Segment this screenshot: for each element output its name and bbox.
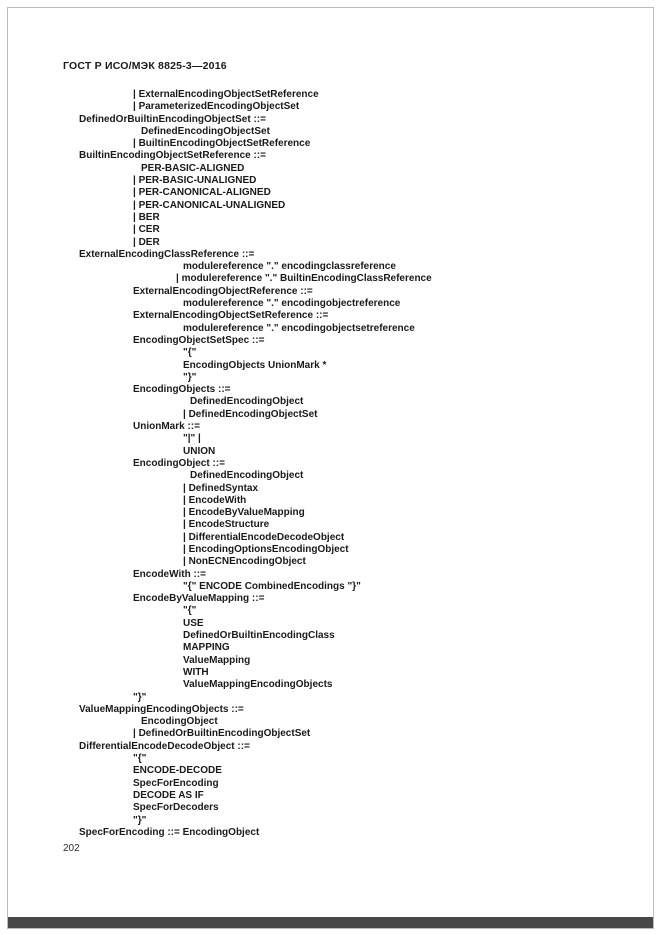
grammar-line xyxy=(63,753,631,765)
line-text: ExternalEncodingObjectReference ::= xyxy=(133,285,313,297)
grammar-line xyxy=(63,679,631,691)
grammar-line xyxy=(63,827,631,839)
line-text: "{" xyxy=(183,605,197,617)
line-text: UNION xyxy=(183,445,216,457)
line-text: | BuiltinEncodingObjectSetReference xyxy=(133,138,311,150)
grammar-line xyxy=(63,138,631,150)
grammar-line xyxy=(63,261,631,273)
grammar-line xyxy=(63,126,631,138)
grammar-line xyxy=(63,114,631,126)
line-text: ValueMappingEncodingObjects ::= xyxy=(79,703,244,715)
grammar-line xyxy=(63,150,631,162)
grammar-line xyxy=(63,581,631,593)
line-text: modulereference "." encodingobjectreference xyxy=(183,298,401,310)
grammar-line xyxy=(63,212,631,224)
line-text: | EncodeStructure xyxy=(183,519,270,531)
grammar-line xyxy=(63,532,631,544)
line-text: | modulereference "." BuiltinEncodingClassReference xyxy=(176,273,432,285)
line-text: | EncodeWith xyxy=(183,494,247,506)
grammar-line xyxy=(63,495,631,507)
line-text: EncodingObjects UnionMark * xyxy=(183,359,327,371)
grammar-line xyxy=(63,605,631,617)
line-text: | DifferentialEncodeDecodeObject xyxy=(183,531,345,543)
line-text: | EncodeByValueMapping xyxy=(183,507,305,519)
line-text: DefinedOrBuiltinEncodingObjectSet ::= xyxy=(79,113,266,125)
grammar-line xyxy=(63,200,631,212)
grammar-line xyxy=(63,802,631,814)
grammar-line xyxy=(63,323,631,335)
grammar-line xyxy=(63,741,631,753)
line-text: | DefinedOrBuiltinEncodingObjectSet xyxy=(133,728,311,740)
line-text: EncodingObjectSetSpec ::= xyxy=(133,334,265,346)
line-text: DefinedEncodingObject xyxy=(190,470,304,482)
page-header: ГОСТ Р ИСО/МЭК 8825-3—2016 xyxy=(63,60,227,72)
line-text: ExternalEncodingClassReference ::= xyxy=(79,248,255,260)
grammar-line xyxy=(63,89,631,101)
line-text: DefinedEncodingObject xyxy=(190,396,304,408)
line-text: | NonECNEncodingObject xyxy=(183,556,306,568)
line-text: | CER xyxy=(133,224,160,236)
line-text: DifferentialEncodeDecodeObject ::= xyxy=(79,740,250,752)
line-text: | PER-CANONICAL-ALIGNED xyxy=(133,187,271,199)
line-text: "{" xyxy=(183,347,197,359)
grammar-line xyxy=(63,101,631,113)
grammar-line xyxy=(63,655,631,667)
grammar-line xyxy=(63,569,631,581)
grammar-line xyxy=(63,470,631,482)
grammar-line xyxy=(63,249,631,261)
line-text: SpecForEncoding ::= EncodingObject xyxy=(79,826,260,838)
grammar-line xyxy=(63,384,631,396)
line-text: ValueMapping xyxy=(183,654,251,666)
grammar-line xyxy=(63,187,631,199)
grammar-line xyxy=(63,765,631,777)
line-text: | ExternalEncodingObjectSetReference xyxy=(133,89,319,100)
grammar-line xyxy=(63,175,631,187)
line-text: "}" xyxy=(133,814,147,826)
grammar-line xyxy=(63,286,631,298)
grammar-line xyxy=(63,519,631,531)
grammar-line xyxy=(63,790,631,802)
line-text: DefinedOrBuiltinEncodingClass xyxy=(183,630,335,642)
line-text: DECODE AS IF xyxy=(133,789,204,801)
line-text: ValueMappingEncodingObjects xyxy=(183,679,333,691)
grammar-line xyxy=(63,298,631,310)
grammar-line xyxy=(63,667,631,679)
grammar-line xyxy=(63,458,631,470)
grammar-line xyxy=(63,778,631,790)
grammar-line xyxy=(63,544,631,556)
line-text: UnionMark ::= xyxy=(133,421,200,433)
line-text: "{" ENCODE CombinedEncodings "}" xyxy=(183,580,361,592)
line-text: EncodingObject ::= xyxy=(133,457,225,469)
line-text: "}" xyxy=(133,691,147,703)
line-text: EncodeWith ::= xyxy=(133,568,206,580)
line-text: modulereference "." encodingobjectsetreference xyxy=(183,322,415,334)
grammar-line xyxy=(63,483,631,495)
line-text: EncodingObject xyxy=(141,716,218,728)
grammar-line xyxy=(63,728,631,740)
grammar-line xyxy=(63,618,631,630)
line-text: BuiltinEncodingObjectSetReference ::= xyxy=(79,150,266,162)
grammar-line xyxy=(63,273,631,285)
grammar-line xyxy=(63,692,631,704)
line-text: | DefinedEncodingObjectSet xyxy=(183,408,318,420)
line-text: | EncodingOptionsEncodingObject xyxy=(183,543,349,555)
line-text: | ParameterizedEncodingObjectSet xyxy=(133,101,300,113)
grammar-line xyxy=(63,237,631,249)
line-text: ExternalEncodingObjectSetReference ::= xyxy=(133,310,329,322)
line-text: | PER-CANONICAL-UNALIGNED xyxy=(133,199,286,211)
line-text: EncodingObjects ::= xyxy=(133,384,231,396)
line-text: | DER xyxy=(133,236,160,248)
grammar-line xyxy=(63,593,631,605)
grammar-line xyxy=(63,163,631,175)
line-text: | PER-BASIC-UNALIGNED xyxy=(133,175,257,187)
line-text: "{" xyxy=(133,753,147,765)
grammar-line xyxy=(63,642,631,654)
grammar-line xyxy=(63,360,631,372)
line-text: "}" xyxy=(183,371,197,383)
line-text: SpecForEncoding xyxy=(133,777,219,789)
grammar-line xyxy=(63,446,631,458)
grammar-line xyxy=(63,630,631,642)
grammar-line xyxy=(63,347,631,359)
line-text: MAPPING xyxy=(183,642,230,654)
grammar-line xyxy=(63,421,631,433)
line-text: PER-BASIC-ALIGNED xyxy=(141,162,245,174)
grammar-line xyxy=(63,310,631,322)
line-text: | DefinedSyntax xyxy=(183,482,259,494)
line-text: | BER xyxy=(133,211,160,223)
line-text: DefinedEncodingObjectSet xyxy=(141,125,270,137)
line-text: EncodeByValueMapping ::= xyxy=(133,593,265,605)
line-text: "|" | xyxy=(183,433,201,445)
grammar-line xyxy=(63,556,631,568)
grammar-line xyxy=(63,409,631,421)
scan-bottom-bar xyxy=(8,917,653,928)
line-text: ENCODE-DECODE xyxy=(133,765,222,777)
line-text: modulereference "." encodingclassreference xyxy=(183,261,396,273)
grammar-line xyxy=(63,224,631,236)
grammar-line xyxy=(63,372,631,384)
line-text: WITH xyxy=(183,666,209,678)
line-text: SpecForDecoders xyxy=(133,802,219,814)
grammar-line xyxy=(63,335,631,347)
grammar-line xyxy=(63,815,631,827)
grammar-block xyxy=(63,89,631,839)
grammar-line xyxy=(63,396,631,408)
page-number: 202 xyxy=(63,843,80,854)
line-text: USE xyxy=(183,617,204,629)
grammar-line xyxy=(63,716,631,728)
grammar-line xyxy=(63,507,631,519)
grammar-line xyxy=(63,704,631,716)
grammar-line xyxy=(63,433,631,445)
